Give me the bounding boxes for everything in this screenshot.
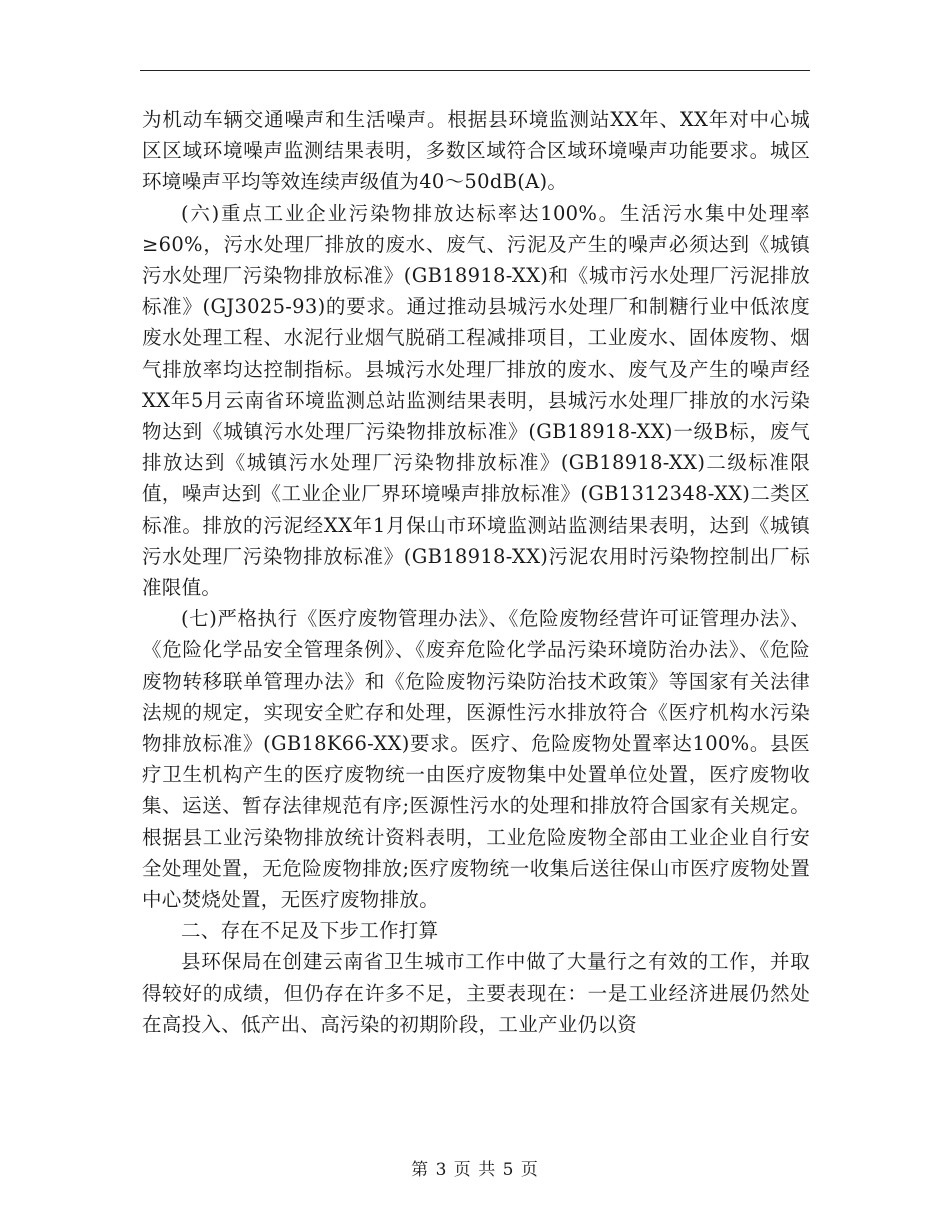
page-number-footer: 第 3 页 共 5 页 [411,1160,539,1180]
paragraph-section-6: (六)重点工业企业污染物排放达标率达100%。生活污水集中处理率≥60%，污水处理厂排放的废水、废气、污泥及产生的噪声必须达到《城镇污水处理厂污染物排放标准》(GB18918-XX)和《城市污水处理厂污泥排放标准》(GJ3025-93)的要求。通过推动县城污水处理厂和制糖行业中低浓度废水处理工程、水泥行业烟气脱硝工程减排项目，工业废水、固体废物、烟气排放率均达控制指标。县城污水处理厂排放的废水、废气及产生的噪声经XX年5月云南省环境监测总站监测结果表明，县城污水处理厂排放的水污染物达到《城镇污水处理厂污染物排放标准》(GB18918-XX)一级B标，废气排放达到《城镇污水处理厂污染物排放标准》(GB18918-XX)二级标准限值，噪声达到《工业企业厂界环境噪声排放标准》(GB1312348-XX)二类区标准。排放的污泥经XX年1月保山市环境监测站监测结果表明，达到《城镇污水处理厂污染物排放标准》(GB18918-XX)污泥农用时污染物控制出厂标准限值。 [142,201,810,600]
paragraph-continuation: 为机动车辆交通噪声和生活噪声。根据县环境监测站XX年、XX年对中心城区区域环境噪声监测结果表明，多数区域符合区域环境噪声功能要求。城区环境噪声平均等效连续声级值为40～50dB(A)。 [142,108,810,194]
paragraph-section-7: (七)严格执行《医疗废物管理办法》、《危险废物经营许可证管理办法》、《危险化学品安全管理条例》、《废弃危险化学品污染环境防治办法》、《危险废物转移联单管理办法》和《危险废物污染防治技术政策》等国家有关法律法规的规定，实现安全贮存和处理，医源性污水排放符合《医疗机构水污染物排放标准》(GB18K66-XX)要求。医疗、危险废物处置率达100%。县医疗卫生机构产生的医疗废物统一由医疗废物集中处置单位处置，医疗废物收集、运送、暂存法律规范有序;医源性污水的处理和排放符合国家有关规定。根据县工业污染物排放统计资料表明，工业危险废物全部由工业企业自行安全处理处置，无危险废物排放;医疗废物统一收集后送往保山市医疗废物处置中心焚烧处置，无医疗废物排放。 [142,607,810,912]
section-heading-shortcomings: 二、存在不足及下步工作打算 [181,919,439,943]
document-body [142,104,810,1040]
paragraph-shortcomings: 县环保局在创建云南省卫生城市工作中做了大量行之有效的工作，并取得较好的成绩，但仍存在许多不足，主要表现在：一是工业经济进展仍然处在高投入、低产出、高污染的初期阶段，工业产业仍以资 [142,950,810,1036]
header-rule [140,70,810,71]
